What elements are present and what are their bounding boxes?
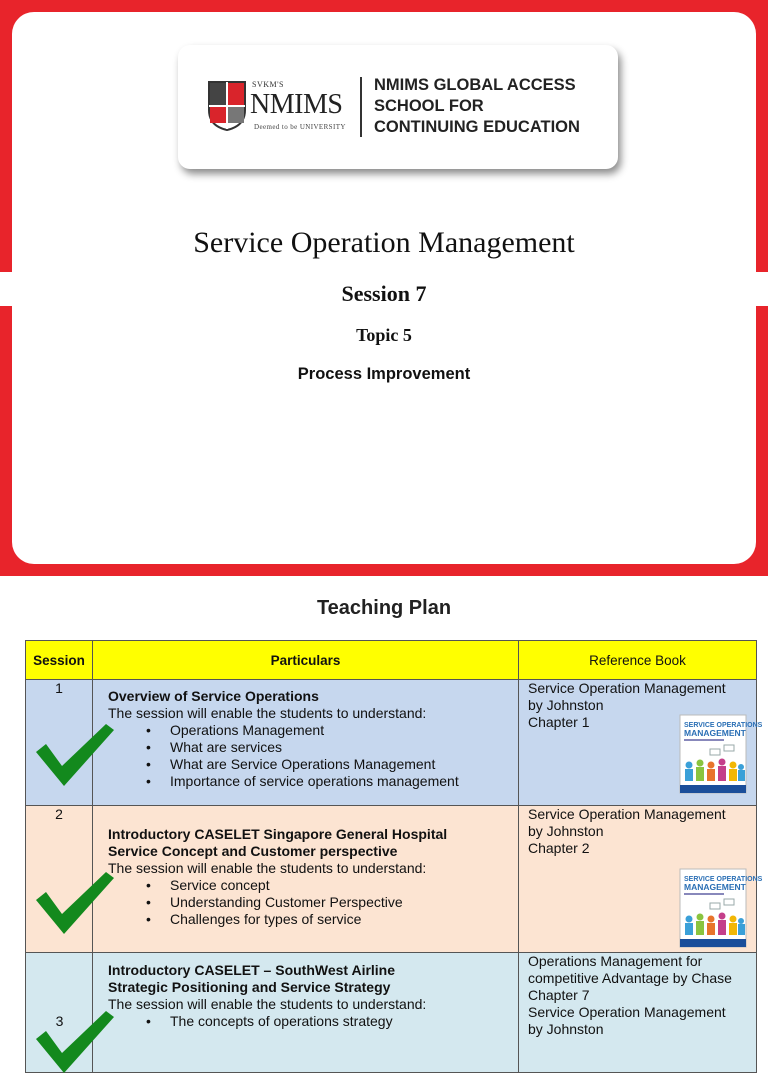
logo-tagline: Deemed to be UNIVERSITY (254, 123, 346, 131)
logo-school-line: SCHOOL FOR (374, 97, 484, 115)
list-item: • The concepts of operations strategy (146, 1013, 512, 1030)
slide-subtitle: Process Improvement (297, 365, 471, 383)
checkmark-icon (34, 870, 116, 936)
list-item: • Importance of service operations management (146, 773, 512, 790)
topic-intro: The session will enable the students to understand: (108, 705, 427, 721)
topic-title: Overview of Service Operations (108, 688, 319, 704)
reference-line: competitive Advantage by Chase (528, 970, 732, 986)
logo-svkm-text: SVKM'S (252, 80, 285, 89)
reference-cell (519, 680, 763, 806)
particulars-cell (93, 806, 519, 953)
table-row (26, 953, 757, 1073)
topic-bullets (146, 722, 512, 790)
topic-bullets (146, 1013, 512, 1030)
table-row (26, 806, 757, 953)
session-number: 2 (55, 806, 63, 822)
slide-topic: Topic 5 (356, 325, 412, 345)
reference-line: Service Operation Management (528, 1004, 726, 1020)
particulars-cell (93, 953, 519, 1073)
logo-school-line: CONTINUING EDUCATION (374, 118, 580, 136)
topic-title: Strategic Positioning and Service Strategy (108, 979, 391, 995)
topic-title: Introductory CASELET Singapore General Hospital (108, 826, 448, 842)
session-cell (26, 953, 93, 1073)
header-particulars: Particulars (93, 641, 519, 680)
list-item: • What are services (146, 739, 512, 756)
logo-school-name (374, 75, 580, 138)
reference-line: by Johnston (528, 1021, 604, 1037)
reference-line: Chapter 7 (528, 987, 590, 1003)
reference-line: by Johnston (528, 697, 604, 713)
checkmark-icon (34, 1009, 116, 1075)
book-title-bottom: MANAGEMENT (684, 728, 746, 738)
reference-line: Service Operation Management (528, 680, 726, 696)
teaching-plan-slide (0, 576, 768, 1037)
book-title-bottom: MANAGEMENT (684, 882, 746, 892)
reference-cell (519, 953, 757, 1073)
book-title-top: SERVICE OPERATIONS (684, 876, 763, 883)
header-session: Session (26, 641, 93, 680)
book-title-top: SERVICE OPERATIONS (684, 722, 763, 729)
table-row (26, 680, 757, 806)
topic-title: Service Concept and Customer perspective (108, 843, 398, 859)
list-item: • Service concept (146, 877, 512, 894)
list-item: • Operations Management (146, 722, 512, 739)
session-number: 1 (55, 680, 63, 696)
list-item: • Understanding Customer Perspective (146, 894, 512, 911)
slide-title: Service Operation Management (193, 226, 575, 259)
list-item: • Challenges for types of service (146, 911, 512, 928)
session-cell (26, 806, 93, 953)
session-cell (26, 680, 93, 806)
book-cover-image (680, 715, 763, 793)
particulars-cell (93, 680, 519, 806)
table-header-row (26, 641, 757, 680)
header-reference-book: Reference Book (519, 641, 757, 680)
reference-line: Service Operation Management (528, 806, 726, 822)
reference-line: by Johnston (528, 823, 604, 839)
logo-school-line: NMIMS GLOBAL ACCESS (374, 76, 576, 94)
book-cover-image (680, 869, 763, 947)
session-number: 3 (55, 1013, 64, 1029)
reference-cell (519, 806, 763, 953)
topic-intro: The session will enable the students to understand: (108, 996, 427, 1012)
logo-divider (360, 77, 362, 137)
nmims-emblem-icon (207, 80, 247, 132)
reference-line: Chapter 1 (528, 714, 590, 730)
topic-intro: The session will enable the students to understand: (108, 860, 427, 876)
teaching-plan-title: Teaching Plan (316, 597, 452, 619)
topic-title: Introductory CASELET – SouthWest Airline (108, 962, 396, 978)
list-item: • What are Service Operations Management (146, 756, 512, 773)
logo-nmims-text: NMIMS (250, 89, 343, 120)
slide-session: Session 7 (341, 281, 427, 306)
reference-line: Chapter 2 (528, 840, 590, 856)
checkmark-icon (34, 722, 116, 788)
teaching-plan-table (25, 640, 763, 1073)
reference-line: Operations Management for (528, 953, 703, 969)
nmims-logo-box (178, 45, 618, 169)
topic-bullets (146, 877, 512, 928)
